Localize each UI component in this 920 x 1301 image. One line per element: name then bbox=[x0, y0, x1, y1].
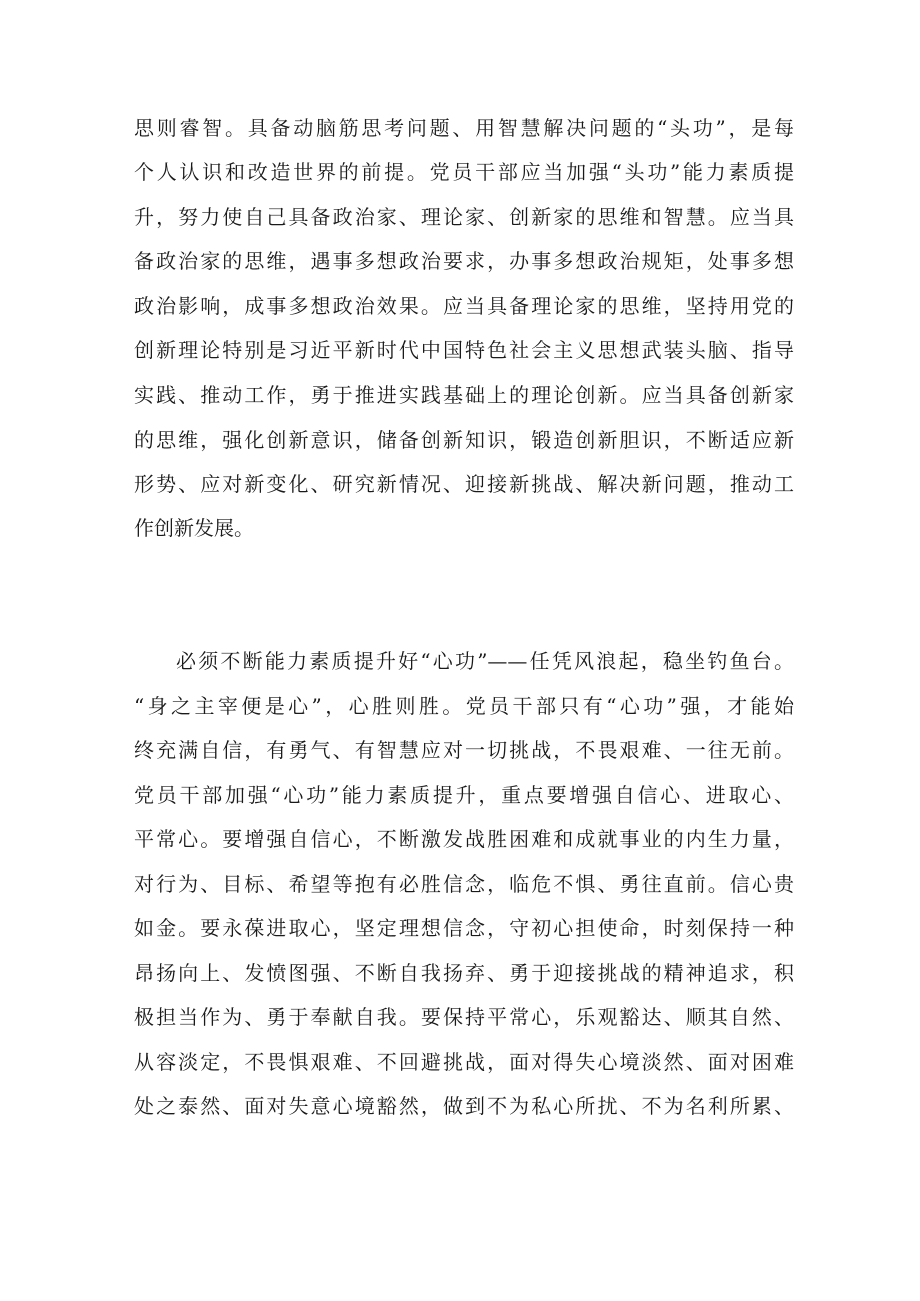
paragraph-1-line: 创新理论特别是习近平新时代中国特色社会主义思想武装头脑、指导 bbox=[134, 338, 794, 362]
paragraph-1-line: 升，努力使自己具备政治家、理论家、创新家的思维和智慧。应当具 bbox=[134, 205, 794, 229]
paragraph-1-line: 实践、推动工作，勇于推进实践基础上的理论创新。应当具备创新家 bbox=[134, 383, 794, 407]
paragraph-1-line: 形势、应对新变化、研究新情况、迎接新挑战、解决新问题，推动工 bbox=[134, 472, 794, 496]
paragraph-2-line: 党员干部加强“心功”能力素质提升，重点要增强自信心、进取心、 bbox=[134, 783, 794, 807]
paragraph-2-line: 终充满自信，有勇气、有智慧应对一切挑战，不畏艰难、一往无前。 bbox=[134, 738, 794, 762]
paragraph-2-line: 必须不断能力素质提升好“心功”——任凭风浪起，稳坐钓鱼台。 bbox=[176, 649, 794, 673]
paragraph-2-line: 如金。要永葆进取心，坚定理想信念，守初心担使命，时刻保持一种 bbox=[134, 916, 794, 940]
paragraph-2-line: 对行为、目标、希望等抱有必胜信念，临危不惧、勇往直前。信心贵 bbox=[134, 872, 794, 896]
paragraph-1-line: 备政治家的思维，遇事多想政治要求，办事多想政治规矩，处事多想 bbox=[134, 249, 794, 273]
paragraph-2-line: 处之泰然、面对失意心境豁然，做到不为私心所扰、不为名利所累、 bbox=[134, 1094, 794, 1118]
paragraph-2-line: 从容淡定，不畏惧艰难、不回避挑战，面对得失心境淡然、面对困难 bbox=[134, 1050, 794, 1074]
paragraph-1-line: 政治影响，成事多想政治效果。应当具备理论家的思维，坚持用党的 bbox=[134, 294, 794, 318]
paragraph-2-line: 平常心。要增强自信心，不断激发战胜困难和成就事业的内生力量， bbox=[134, 827, 794, 851]
paragraph-1-line: 个人认识和改造世界的前提。党员干部应当加强“头功”能力素质提 bbox=[134, 160, 794, 184]
paragraph-1-line: 思则睿智。具备动脑筋思考问题、用智慧解决问题的“头功”，是每 bbox=[134, 116, 794, 140]
paragraph-2-line: 极担当作为、勇于奉献自我。要保持平常心，乐观豁达、顺其自然、 bbox=[134, 1005, 794, 1029]
paragraph-1-line: 作创新发展。 bbox=[134, 516, 254, 540]
paragraph-1-line: 的思维，强化创新意识，储备创新知识，锻造创新胆识，不断适应新 bbox=[134, 428, 794, 452]
paragraph-2-line: “身之主宰便是心”，心胜则胜。党员干部只有“心功”强，才能始 bbox=[134, 694, 794, 718]
paragraph-2-line: 昂扬向上、发愤图强、不断自我扬弃、勇于迎接挑战的精神追求，积 bbox=[134, 961, 794, 985]
